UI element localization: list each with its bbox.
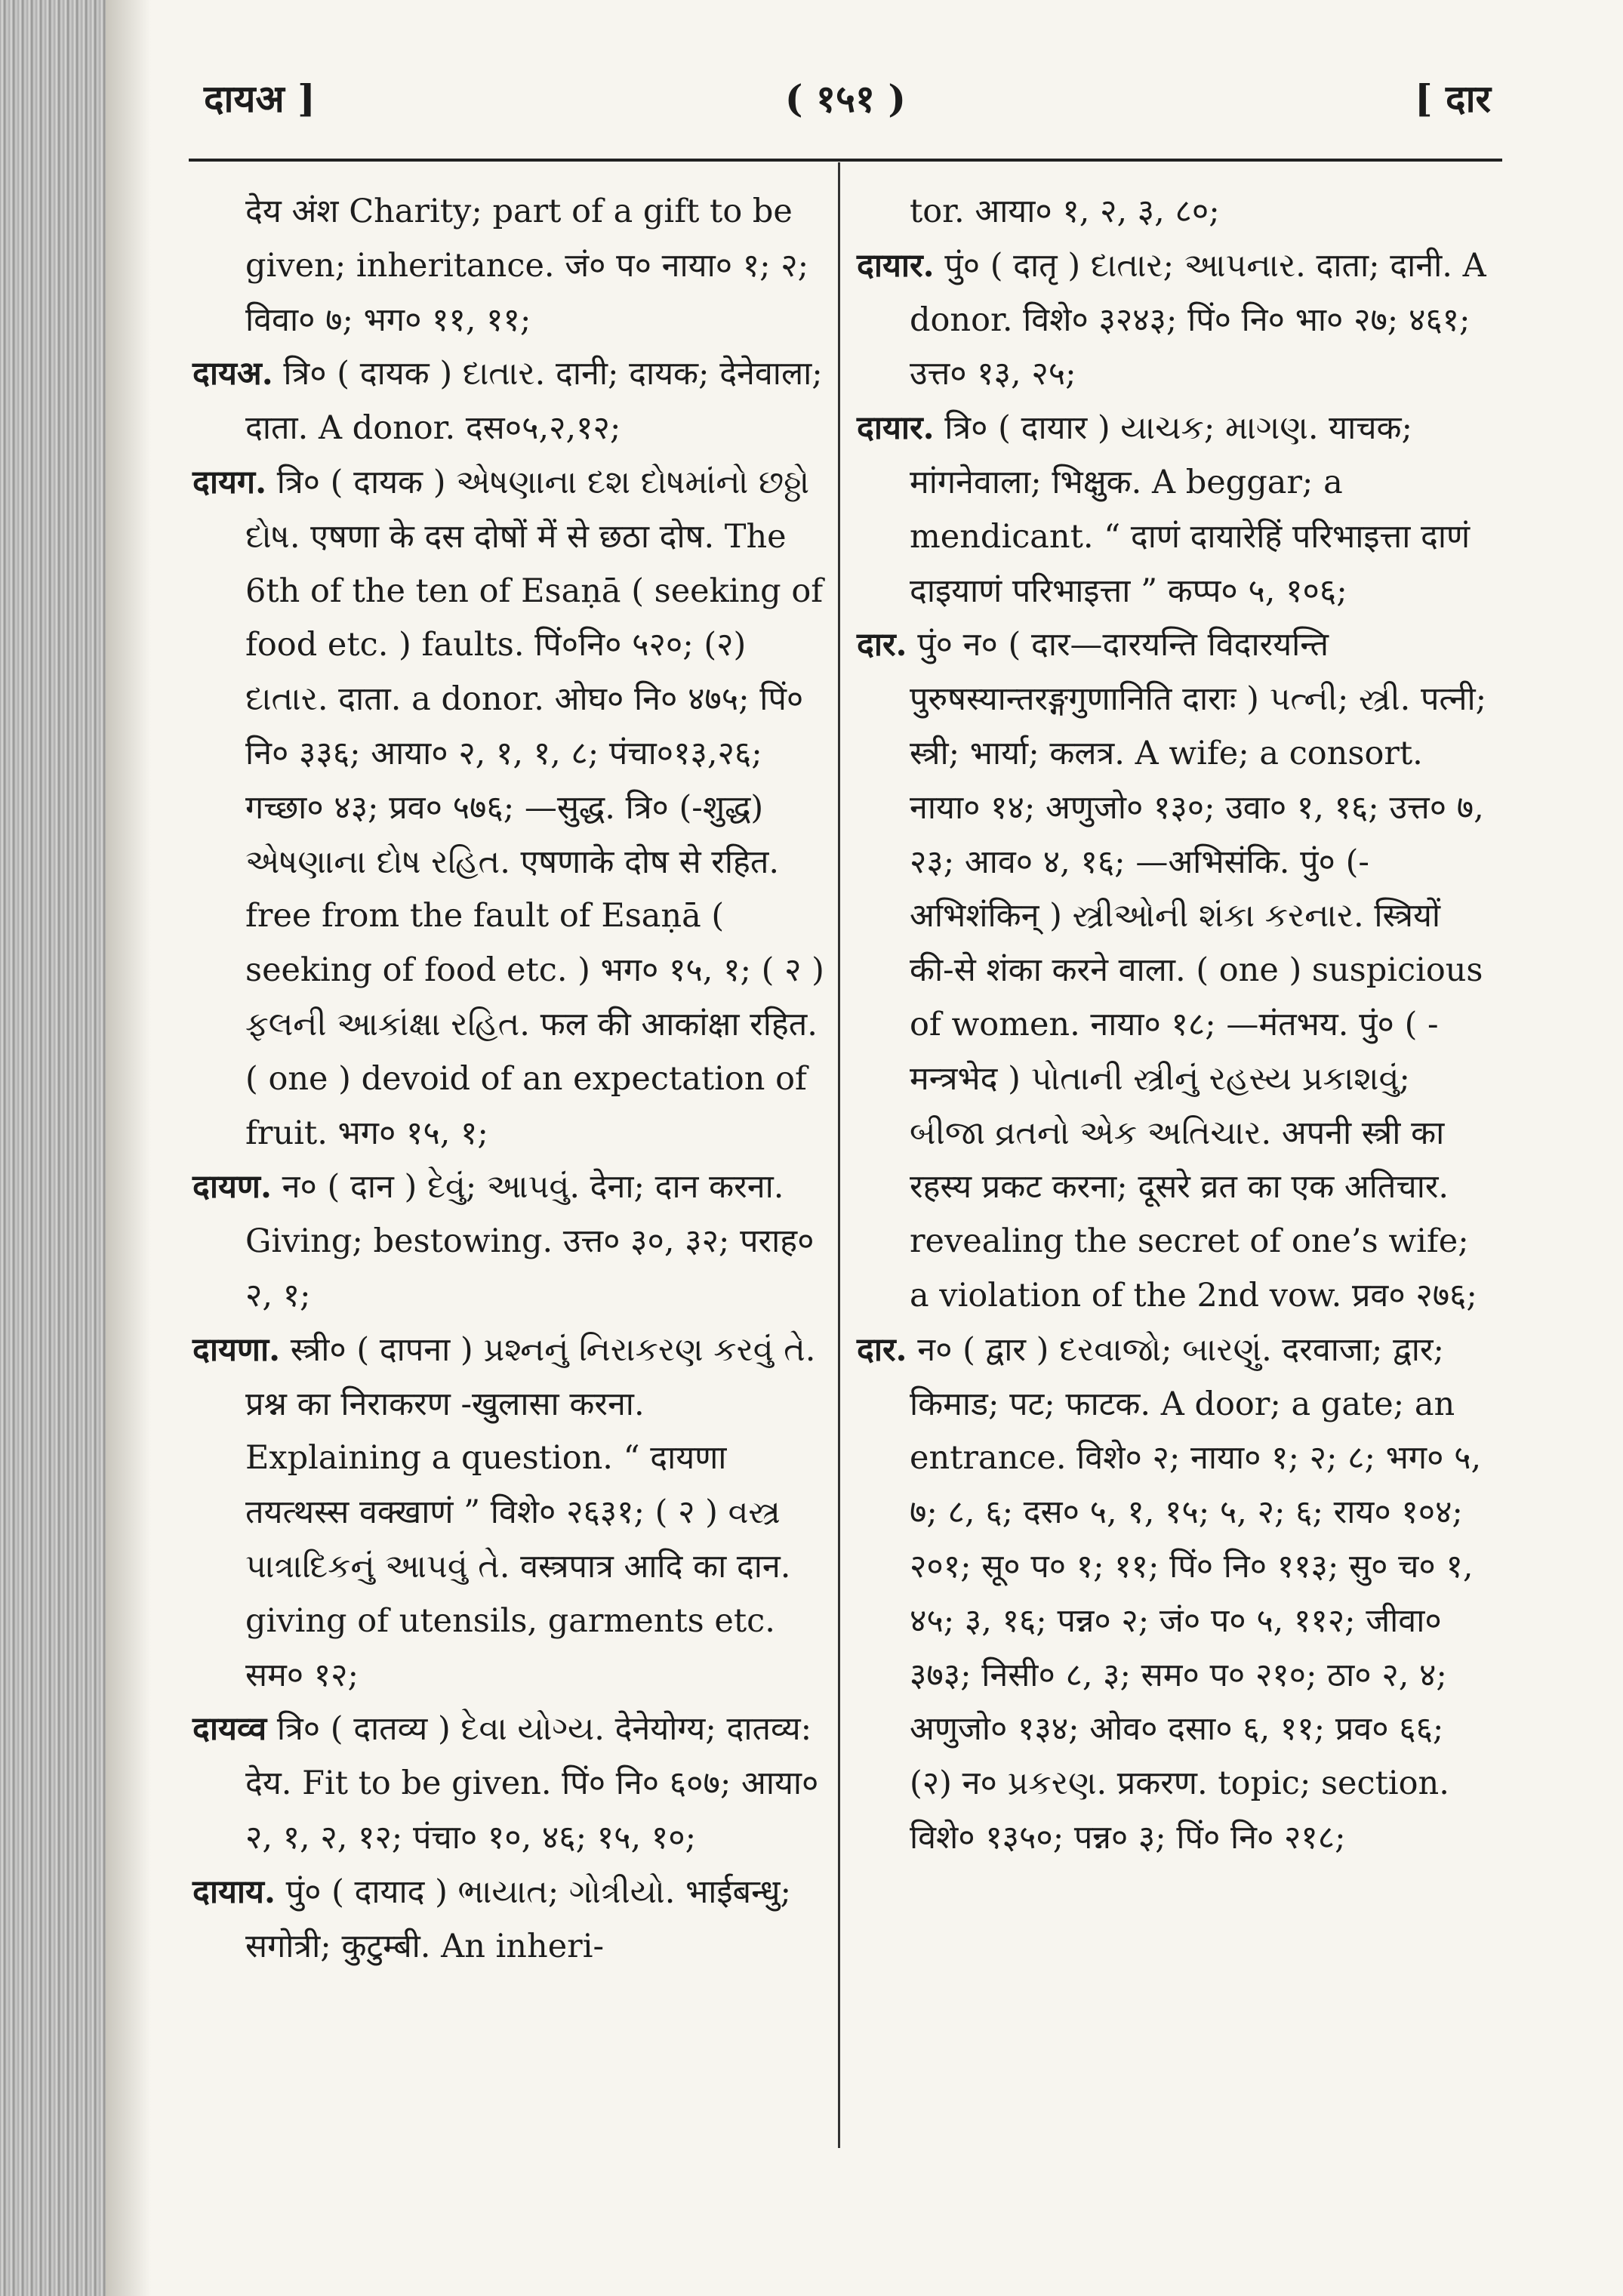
- entry-text: पुं० ( दायाद ) ભાયાત; ગોત્રીયો. भाईबन्धु; सगोत्री; कुटुम्बी. An inheri-: [245, 1872, 791, 1965]
- dictionary-entry: [857, 1324, 1491, 1866]
- dictionary-entry: [192, 1160, 827, 1323]
- entry-headword: दायग.: [192, 463, 267, 501]
- dictionary-entry: [192, 1866, 827, 1974]
- entry-text: त्रि० ( दातव्य ) દેવા યોગ્ય. देनेयोग्य; दातव्य: देय. Fit to be given. पिं० नि० ६०७; आया० २, १, २, १२; पंचा० १०, ४६; १५, १०;: [245, 1710, 819, 1857]
- entry-headword: दायार.: [857, 246, 935, 285]
- header-rule: [189, 159, 1502, 162]
- dictionary-entry: [857, 185, 1491, 239]
- dictionary-entry: [857, 618, 1491, 1323]
- entry-headword: दायणा.: [192, 1330, 281, 1369]
- page-header: [189, 64, 1502, 132]
- entry-text: न० ( दान ) દેવું; આપવું. देना; दान करना. Giving; bestowing. उत्त० ३०, ३२; पराह० २, १;: [245, 1168, 815, 1314]
- entry-text: स्त्री० ( दापना ) પ્રશ્નનું નિરાકરણ કરવું તે. प्रश्न का निराकरण -खुलासा करना. Explaining a question. “ दायणा तयत्थस्स वक्खाणं ” विशे० २६३१; ( २ ) વસ્ત્ર પાત્રાદિકનું આપવું તે. वस्त्रपात्र आदि का दान. giving of utensils, garments etc. सम० १२;: [245, 1330, 816, 1694]
- entry-headword: दायण.: [192, 1168, 272, 1207]
- entry-headword: दायव्व: [192, 1710, 267, 1749]
- entry-headword: दायार.: [857, 409, 935, 448]
- column-divider: [838, 162, 840, 2148]
- entry-headword: दार.: [857, 1330, 907, 1369]
- entry-text: त्रि० ( दायक ) દાતાર. दानी; दायक; देनेवाला; दाता. A donor. दस०५,२,१२;: [245, 355, 823, 448]
- page-gutter-shadow: [106, 0, 151, 2296]
- entry-text: देय अंश Charity; part of a gift to be given; inheritance. जं० प० नाया० १; २; विवा० ७; भग० ११, ११;: [245, 193, 809, 339]
- dictionary-entry: [192, 185, 827, 347]
- dictionary-entry: [857, 402, 1491, 618]
- book-spine-edge: [0, 0, 106, 2296]
- dictionary-entry: [192, 1324, 827, 1703]
- entry-headword: दायअ.: [192, 355, 273, 393]
- dictionary-entry: [192, 1703, 827, 1865]
- entry-text: त्रि० ( दायार ) યાચક; માગણ. याचक; मांगनेवाला; भिक्षुक. A beggar; a mendicant. “ दाणं दायारेहिं परिभाइत्ता दाणं दाइयाणं परिभाइत्ता ” कप्प० ५, १०६;: [910, 409, 1471, 610]
- entry-text: त्रि० ( दायक ) એષણાના દશ દોષમાંનો છઠ્ઠો દોષ. एषणा के दस दोषों में से छठा दोष. The 6th of the ten of Esaṇā ( seeking of food etc. ) faults. पिं०नि० ५२०; (२) દાતાર. दाता. a donor. ओघ० नि० ४७५; पिं० नि० ३३६; आया० २, १, १, ८; पंचा०१३,२६; गच्छा० ४३; प्रव० ५७६; —सुद्ध. त्रि० (-शुद्ध) એષણાના દોષ રહિત. एषणाके दोष से रहित. free from the fault of Esaṇā ( seeking of food etc. ) भग० १५, १; ( २ ) ફલની આકાંક્ષા રહિત. फल की आकांक्षा रहित. ( one ) devoid of an expectation of fruit. भग० १५, १;: [245, 463, 824, 1152]
- entry-text: न० ( द्वार ) દરવાજો; બારણું. दरवाजा; द्वार; किमाड; पट; फाटक. A door; a gate; an entrance. विशे० २; नाया० १; २; ८; भग० ५, ७; ८, ६; दस० ५, १, १५; ५, २; ६; राय० १०४; २०१; सू० प० १; ११; पिं० नि० ११३; सु० च० १, ४५; ३, १६; पन्न० २; जं० प० ५, ११२; जीवा० ३७३; निसी० ८, ३; सम० प० २१०; ठा० २, ४; अणुजो० १३४; ओव० दसा० ६, ११; प्रव० ६६; (२) न० પ્રકરણ. प्रकरण. topic; section. विशे० १३५०; पन्न० ३; पिं० नि० २१८;: [910, 1330, 1482, 1857]
- page-number: ( १५१ ): [784, 76, 907, 121]
- dictionary-entry: [857, 239, 1491, 402]
- header-left-guideword: दायअ ]: [204, 76, 316, 121]
- header-right-guideword: [ दार: [1414, 76, 1491, 121]
- entry-text: tor. आया० १, २, ३, ८०;: [910, 193, 1220, 230]
- dictionary-entry: [192, 347, 827, 456]
- entry-headword: दायाय.: [192, 1872, 276, 1911]
- entry-headword: दार.: [857, 626, 907, 664]
- right-column: [857, 185, 1491, 1866]
- left-column: [192, 185, 827, 1974]
- dictionary-entry: [192, 456, 827, 1160]
- entry-text: पुं० ( दातृ ) દાતાર; આપનાર. दाता; दानी. A donor. विशे० ३२४३; पिं० नि० भा० २७; ४६१; उत्त० १३, २५;: [910, 246, 1486, 393]
- entry-text: पुं० न० ( दार—दारयन्ति विदारयन्ति पुरुषस्यान्तरङ्गगुणानिति दाराः ) પત્ની; સ્ત્રી. पत्नी; स्त्री; भार्या; कलत्र. A wife; a consort. नाया० १४; अणुजो० १३०; उवा० १, १६; उत्त० ७, २३; आव० ४, १६; —अभिसंकि. पुं० (-अभिशंकिन् ) સ્ત્રીઓની શંકા કરનાર. स्त्रियों की-से शंका करने वाला. ( one ) suspicious of women. नाया० १८; —मंतभय. पुं० ( -मन्त्रभेद ) પોતાની સ્ત્રીનું રહસ્ય પ્રકાશવું; બીજા વ્રતનો એક અતિચાર. अपनी स्त्री का रहस्य प्रकट करना; दूसरे व्रत का एक अतिचार. revealing the secret of one’s wife; a violation of the 2nd vow. प्रव० २७६;: [910, 626, 1487, 1314]
